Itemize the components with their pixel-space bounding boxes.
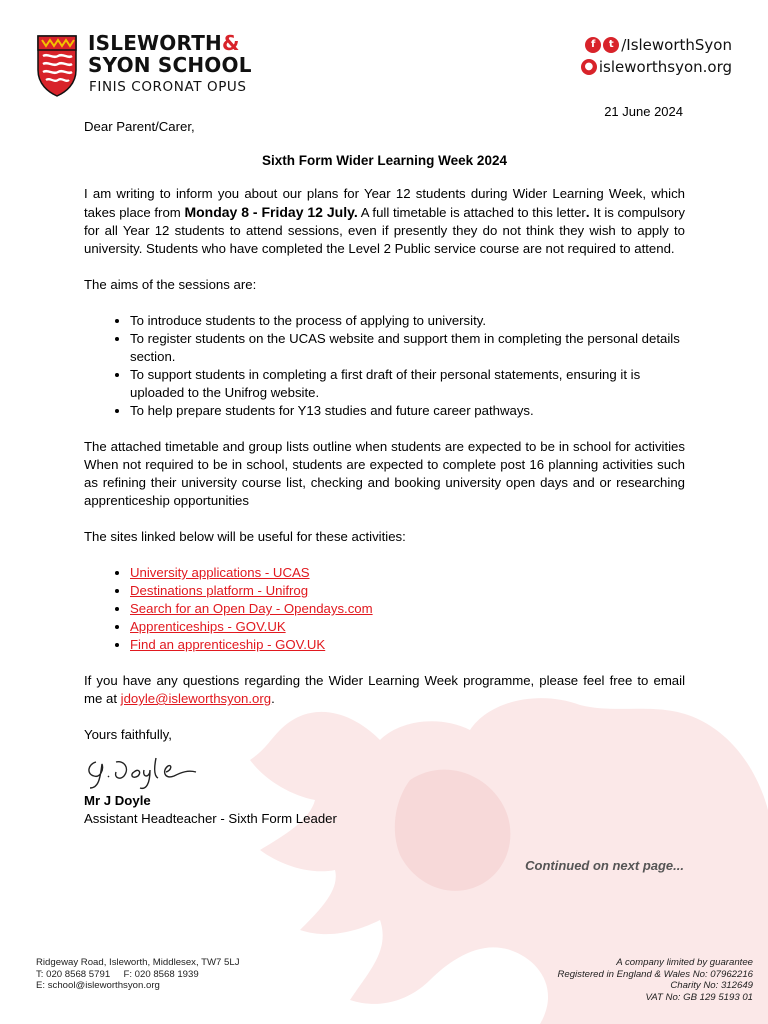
aims-item: • To help prepare students for Y13 studies and future career pathways. bbox=[130, 402, 685, 420]
links-list bbox=[84, 564, 685, 654]
letter-title: Sixth Form Wider Learning Week 2024 bbox=[262, 153, 507, 168]
intro-part2: A full timetable is attached to this letter bbox=[357, 205, 586, 220]
intro-part1: I am writing to inform you about our plans for Year 12 students during Wider Learning Week, which takes place from bbox=[84, 186, 685, 220]
school-name bbox=[88, 32, 252, 76]
letter-date: 21 June 2024 bbox=[604, 104, 683, 119]
questions-text: If you have any questions regarding the Wider Learning Week programme, please feel free to email me at bbox=[84, 673, 685, 706]
footer-phone-line: T: 020 8568 5791 F: 020 8568 1939 bbox=[36, 968, 199, 980]
footer-legal-line: Charity No: 312649 bbox=[670, 980, 753, 992]
facebook-icon[interactable]: f bbox=[585, 37, 601, 53]
school-name-line2: SYON SCHOOL bbox=[88, 53, 252, 77]
salutation: Dear Parent/Carer, bbox=[84, 119, 195, 134]
questions-end: . bbox=[271, 691, 275, 706]
footer-email-line: E: school@isleworthsyon.org bbox=[36, 980, 160, 992]
link-apprenticeships[interactable]: Apprenticeships - GOV.UK bbox=[130, 619, 286, 634]
link-item bbox=[130, 582, 685, 600]
link-item bbox=[130, 564, 685, 582]
link-item bbox=[130, 636, 685, 654]
letter-body bbox=[84, 118, 685, 828]
link-opendays[interactable]: Search for an Open Day - Opendays.com bbox=[130, 601, 373, 616]
intro-dot: . bbox=[585, 204, 590, 220]
link-ucas[interactable]: University applications - UCAS bbox=[130, 565, 310, 580]
social-links bbox=[581, 34, 732, 78]
aims-item: • To register students on the UCAS website and support them in completing the personal details section. bbox=[130, 330, 685, 366]
link-item bbox=[130, 600, 685, 618]
timetable-paragraph: The attached timetable and group lists outline when students are expected to be in school for activities When not required to be in school, students are expected to complete post 16 planning activities such as refining their university course list, checking and booking university open days and or researching apprenticeship opportunities bbox=[84, 439, 685, 508]
footer-legal-line: A company limited by guarantee bbox=[616, 957, 753, 968]
intro-dates: Monday 8 - Friday 12 July. bbox=[184, 204, 358, 220]
closing: Yours faithfully, bbox=[84, 727, 172, 742]
school-name-line1: ISLEWORTH bbox=[88, 31, 222, 55]
school-motto: FINIS CORONAT OPUS bbox=[89, 79, 247, 95]
website-link[interactable]: isleworthsyon.org bbox=[598, 58, 732, 76]
link-item bbox=[130, 618, 685, 636]
footer-legal-line: VAT No: GB 129 5193 01 bbox=[645, 991, 753, 1003]
school-name-ampersand: & bbox=[222, 31, 240, 55]
intro-paragraph bbox=[84, 185, 685, 258]
aims-item: • To support students in completing a first draft of their personal statements, ensuring it is uploaded to the Unifrog website. bbox=[130, 366, 685, 402]
signature bbox=[84, 750, 214, 792]
signer-role: Assistant Headteacher - Sixth Form Leader bbox=[84, 811, 337, 826]
footer-address-line: Ridgeway Road, Isleworth, Middlesex, TW7 5LJ bbox=[36, 957, 240, 968]
link-find-apprenticeship[interactable]: Find an apprenticeship - GOV.UK bbox=[130, 637, 326, 652]
aims-intro: The aims of the sessions are: bbox=[84, 277, 257, 292]
continued-note: Continued on next page... bbox=[525, 858, 684, 873]
sites-intro: The sites linked below will be useful for these activities: bbox=[84, 529, 406, 544]
footer-legal-line: Registered in England & Wales No: 07962216 bbox=[557, 968, 753, 980]
footer-legal bbox=[557, 957, 753, 1003]
crest-logo bbox=[36, 34, 78, 98]
aims-item: • To introduce students to the process of applying to university. bbox=[130, 312, 685, 330]
link-unifrog[interactable]: Destinations platform - Unifrog bbox=[130, 583, 309, 598]
aims-list bbox=[84, 312, 685, 420]
intro-part3: It is compulsory for all Year 12 students to attend sessions, even if presently they do not think they wish to apply to university. Students who have completed the Level 2 Public service course are not required to attend. bbox=[84, 205, 685, 256]
signer-name: Mr J Doyle bbox=[84, 793, 151, 808]
footer-address bbox=[36, 957, 240, 992]
email-link[interactable]: jdoyle@isleworthsyon.org bbox=[120, 691, 272, 706]
questions-paragraph bbox=[84, 672, 685, 708]
social-handle[interactable]: /IsleworthSyon bbox=[621, 36, 732, 54]
web-icon[interactable]: ● bbox=[581, 59, 597, 75]
twitter-icon[interactable]: t bbox=[603, 37, 619, 53]
